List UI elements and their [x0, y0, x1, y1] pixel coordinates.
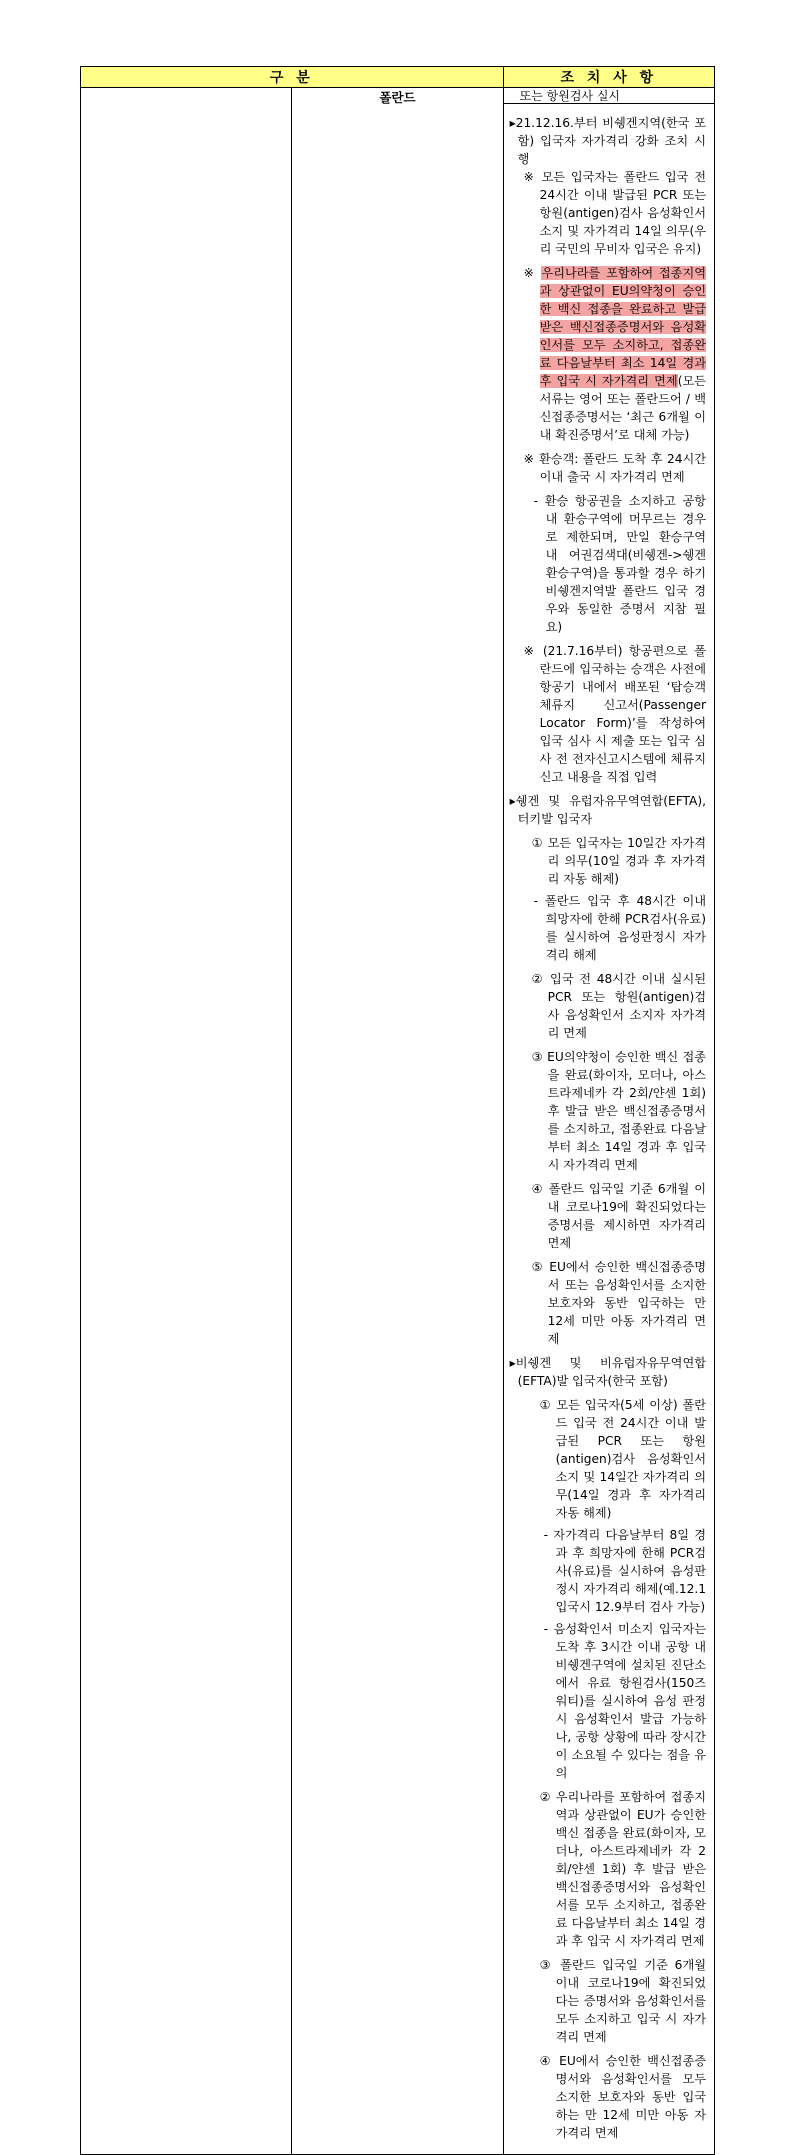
- dash-item: - 환승 항공권을 소지하고 공항 내 환승구역에 머무르는 경우로 제한되며, 만일 환승구역 내 여권검색대(비쉥겐->쉥겐 환승구역)을 통과할 경우 하기 비쉥겐지역발 폴란드 입국 경우와 동일한 증명서 지참 필요): [533, 494, 706, 634]
- country-cell: 폴란드: [292, 88, 503, 2155]
- dash-item: - 음성확인서 미소지 입국자는 도착 후 3시간 이내 공항 내 비쉥겐구역에 설치된 진단소에서 유료 항원검사(150즈워티)를 실시하여 음성 판정 시 음성확인서 발급 가능하나, 공항 상황에 따라 장시간이 소요될 수 있다는 점을 유의: [543, 1622, 706, 1780]
- continuation-line: 또는 항원검사 실시: [504, 88, 714, 104]
- highlighted-text: 우리나라를 포함하여 접종지역과 상관없이 EU의약청이 승인한 백신 접종을 완료하고 발급 받은 백신접종증명서와 음성확인서를 모두 소지하고, 접종완료 다음날부터 최소 14일 경과 후 입국 시 자가격리 면제: [539, 266, 706, 388]
- dash-item: - 폴란드 입국 후 48시간 이내 희망자에 한해 PCR검사(유료)를 실시하여 음성판정시 자가격리 해제: [533, 894, 706, 962]
- document-page: [80, 66, 715, 2155]
- measures-cell: [503, 88, 714, 2155]
- table-header-row: [81, 67, 715, 88]
- measures-table: [80, 66, 715, 2155]
- section-non-schengen-strengthened: [510, 114, 706, 786]
- bullet-heading: ▸21.12.16.부터 비쉥겐지역(한국 포함) 입국자 자가격리 강화 조치 시행: [509, 116, 706, 166]
- note-item: ※ (21.7.16부터) 항공편으로 폴란드에 입국하는 승객은 사전에 항공기 내에서 배포된 ‘탑승객 체류지 신고서(Passenger Locator Form)’를 작성하여 입국 심사 시 제출 또는 입국 심사 전 전자신고시스템에 체류지 신고 내용을 직접 입력: [523, 644, 706, 784]
- note-mark: ※: [523, 266, 542, 280]
- section-non-schengen-non-efta: [510, 1354, 706, 2142]
- bullet-heading: ▸비쉥겐 및 비유럽자유무역연합(EFTA)발 입국자(한국 포함): [509, 1356, 706, 1388]
- region-cell: [81, 88, 292, 2155]
- header-measures: 조 치 사 항: [503, 67, 714, 88]
- numbered-item: ② 우리나라를 포함하여 접종지역과 상관없이 EU가 승인한 백신 접종을 완료(화이자, 모더나, 아스트라제네카 각 2회/얀센 1회) 후 발급 받은 백신접종증명서와 음성확인서를 모두 소지하고, 접종완료 다음날부터 최소 14일 경과 후 입국 시 자가격리 면제: [539, 1790, 706, 1948]
- numbered-item: ④ EU에서 승인한 백신접종증명서와 음성확인서를 모두 소지한 보호자와 동반 입국하는 만 12세 미만 아동 자가격리 면제: [539, 2054, 706, 2140]
- table-row: [81, 88, 715, 2155]
- dash-item: - 자가격리 다음날부터 8일 경과 후 희망자에 한해 PCR검사(유료)를 실시하여 음성판정시 자가격리 해제(예.12.1 입국시 12.9부터 검사 가능): [543, 1528, 706, 1614]
- numbered-item: ④ 폴란드 입국일 기준 6개월 이내 코로나19에 확진되었다는 증명서를 제시하면 자가격리 면제: [531, 1182, 706, 1250]
- note-item: ※ 모든 입국자는 폴란드 입국 전 24시간 이내 발급된 PCR 또는 항원(antigen)검사 음성확인서 소지 및 자가격리 14일 의무(우리 국민의 무비자 입국은 유지): [523, 170, 706, 256]
- header-category: 구 분: [81, 67, 504, 88]
- numbered-item: ② 입국 전 48시간 이내 실시된 PCR 또는 항원(antigen)검사 음성확인서 소지자 자가격리 면제: [531, 972, 706, 1040]
- numbered-item: ① 모든 입국자는 10일간 자가격리 의무(10일 경과 후 자가격리 자동 해제): [531, 836, 706, 886]
- numbered-item: ③ EU의약청이 승인한 백신 접종을 완료(화이자, 모더나, 아스트라제네카 각 2회/얀센 1회) 후 발급 받은 백신접종증명서를 소지하고, 접종완료 다음날부터 최소 14일 경과 후 입국 시 자가격리 면제: [531, 1050, 706, 1172]
- numbered-item: ⑤ EU에서 승인한 백신접종증명서 또는 음성확인서를 소지한 보호자와 동반 입국하는 만 12세 미만 아동 자가격리 면제: [531, 1260, 706, 1346]
- note-rest: (모든 서류는 영어 또는 폴란드어 / 백신접종증명서는 ‘최근 6개월 이내 확진증명서’로 대체 가능): [539, 374, 706, 442]
- numbered-item: ① 모든 입국자(5세 이상) 폴란드 입국 전 24시간 이내 발급된 PCR 또는 항원(antigen)검사 음성확인서 소지 및 14일간 자가격리 의무(14일 경과 후 자가격리 자동 해제): [539, 1398, 706, 1520]
- numbered-item: ③ 폴란드 입국일 기준 6개월 이내 코로나19에 확진되었다는 증명서와 음성확인서를 모두 소지하고 입국 시 자가격리 면제: [539, 1958, 706, 2044]
- bullet-heading: ▸쉥겐 및 유럽자유무역연합(EFTA), 터키발 입국자: [509, 794, 706, 826]
- section-schengen-efta-turkey: [510, 792, 706, 1348]
- note-item-highlighted: [510, 264, 706, 444]
- note-item: ※ 환승객: 폴란드 도착 후 24시간 이내 출국 시 자가격리 면제: [523, 452, 706, 484]
